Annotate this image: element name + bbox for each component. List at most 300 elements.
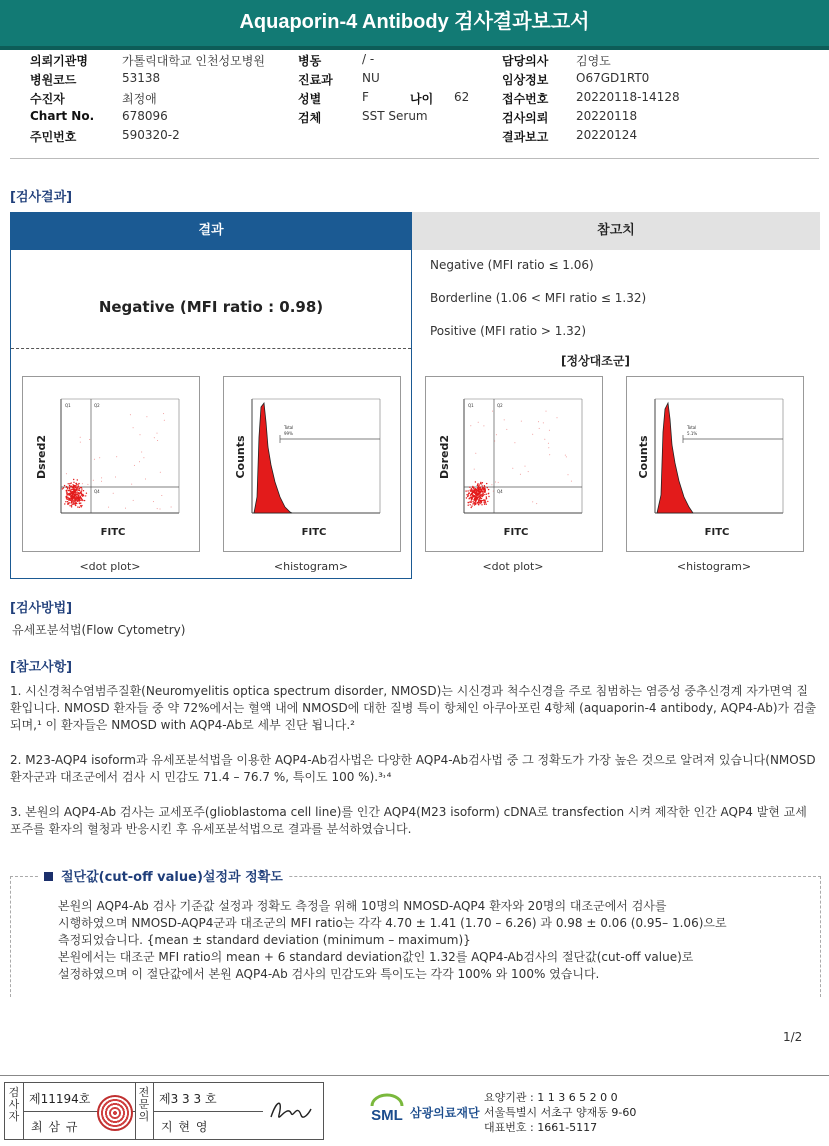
scatter-dot — [539, 428, 540, 429]
scatter-dot — [82, 500, 83, 501]
result-value: Negative (MFI ratio : 0.98) — [98, 298, 324, 316]
scatter-dot — [465, 490, 466, 491]
scatter-dot — [86, 493, 87, 494]
scatter-dot — [89, 439, 90, 440]
histogram-graphic — [224, 377, 400, 551]
scatter-dot — [566, 456, 567, 457]
scatter-dot — [73, 502, 74, 503]
scatter-dot — [77, 506, 78, 507]
scatter-dot — [477, 485, 478, 486]
gate-label: Total — [284, 425, 294, 430]
info-label: 임상정보 — [502, 73, 549, 87]
scatter-dot — [488, 493, 489, 494]
scatter-dot — [549, 454, 550, 455]
scatter-dot — [77, 479, 78, 480]
scatter-dot — [75, 485, 76, 486]
scatter-dot — [99, 457, 100, 458]
scatter-dot — [74, 485, 75, 486]
info-value: 최정애 — [122, 92, 157, 106]
scatter-dot — [69, 493, 70, 494]
scatter-dot — [77, 490, 78, 491]
scatter-dot — [571, 481, 572, 482]
tester-name: 최 삼 규 — [31, 1120, 79, 1134]
scatter-dot — [67, 494, 68, 495]
scatter-dot — [101, 477, 102, 478]
page-number: 1/2 — [783, 1030, 803, 1044]
specialist-label: 전문의 — [138, 1086, 150, 1123]
cutoff-body — [58, 898, 798, 983]
scatter-dot — [64, 485, 65, 486]
scatter-dot — [69, 490, 70, 491]
logo-text: SML — [371, 1107, 403, 1124]
scatter-dot — [115, 477, 116, 478]
scatter-dot — [65, 501, 66, 502]
age-value: 62 — [454, 90, 470, 104]
quadrant-q1: Q1 — [468, 403, 474, 408]
scatter-dot — [532, 501, 533, 502]
info-label: 의뢰기관명 — [30, 54, 88, 68]
divider — [10, 158, 819, 159]
scatter-dot — [546, 411, 547, 412]
scatter-dot — [478, 494, 479, 495]
scatter-dot — [471, 505, 472, 506]
org-address: 서울특별시 서초구 양재동 9-60 — [484, 1106, 637, 1119]
scatter-dot — [75, 487, 76, 488]
scatter-dot — [484, 504, 485, 505]
scatter-dot — [140, 434, 141, 435]
scatter-dot — [81, 498, 82, 499]
agency-number: 요양기관 : 1 1 3 6 5 2 0 0 — [484, 1091, 618, 1104]
scatter-dot — [475, 500, 476, 501]
org-name: 삼광의료재단 — [410, 1106, 480, 1120]
scatter-dot — [487, 501, 488, 502]
scatter-dot — [481, 483, 482, 484]
scatter-dot — [467, 490, 468, 491]
scatter-dot — [157, 440, 158, 441]
scatter-dot — [488, 496, 489, 497]
scatter-dot — [491, 484, 492, 485]
scatter-dot — [521, 421, 522, 422]
gate-percent: 5.1% — [687, 431, 698, 436]
scatter-dot — [67, 498, 68, 499]
scatter-dot — [525, 466, 526, 467]
scatter-dot — [528, 471, 529, 472]
scatter-dot — [506, 429, 507, 430]
scatter-dot — [484, 501, 485, 502]
info-label: 진료과 — [298, 73, 333, 87]
scatter-dot — [475, 481, 476, 482]
scatter-dot — [538, 421, 539, 422]
scatter-dot — [76, 483, 77, 484]
scatter-dot — [470, 504, 471, 505]
result-column-header: 결과 — [10, 212, 412, 250]
scatter-dot — [73, 490, 74, 491]
scatter-dot — [79, 498, 80, 499]
scatter-dot — [477, 503, 478, 504]
scatter-dot — [154, 437, 155, 438]
scatter-dot — [66, 473, 67, 474]
info-value: 가톨릭대학교 인천성모병원 — [122, 54, 265, 68]
scatter-dot — [514, 442, 515, 443]
results-section-title: [검사결과] — [10, 190, 73, 205]
scatter-dot — [71, 496, 72, 497]
scatter-dot — [69, 488, 70, 489]
scatter-dot — [484, 486, 485, 487]
scatter-dot — [80, 437, 81, 438]
scatter-dot — [512, 468, 513, 469]
quadrant-q1: Q1 — [65, 403, 71, 408]
scatter-dot — [67, 503, 68, 504]
scatter-dot — [504, 419, 505, 420]
scatter-dot — [80, 491, 81, 492]
scatter-dot — [78, 484, 79, 485]
scatter-dot — [163, 413, 164, 414]
info-value: 678096 — [122, 109, 168, 123]
scatter-dot — [84, 496, 85, 497]
scatter-dot — [71, 492, 72, 493]
info-value: 20220118-14128 — [576, 90, 680, 104]
scatter-dot — [69, 499, 70, 500]
scatter-dot — [471, 507, 472, 508]
x-axis-label: FITC — [301, 527, 327, 538]
info-value: NU — [362, 71, 380, 85]
note-paragraph-2: 2. M23-AQP4 isoform과 유세포분석법을 이용한 AQP4-Ab검사법은 다양한 AQP4-Ab검사법 중 그 정확도가 가장 높은 것으로 알려져 있습니다(NMOSD환자군과 대조군에서 검사 시 민감도 71.4 – 76.7 %, 특이도 100 %).³˒⁴ — [10, 753, 816, 784]
scatter-dot — [73, 492, 74, 493]
info-row — [30, 90, 820, 109]
patient-histogram — [223, 376, 401, 552]
scatter-dot — [161, 495, 162, 496]
dot-plot-graphic — [426, 377, 602, 551]
scatter-dot — [478, 422, 479, 423]
cell-divider — [153, 1111, 263, 1112]
scatter-dot — [67, 501, 68, 502]
scatter-dot — [481, 498, 482, 499]
scatter-dot — [473, 487, 474, 488]
y-axis-label: Counts — [637, 435, 650, 479]
scatter-dot — [482, 491, 483, 492]
scatter-dot — [549, 430, 550, 431]
scatter-dot — [544, 439, 545, 440]
scatter-dot — [66, 491, 67, 492]
reference-negative: Negative (MFI ratio ≤ 1.06) — [430, 258, 594, 272]
scatter-dot — [470, 502, 471, 503]
scatter-dot — [93, 480, 94, 481]
scatter-dot — [487, 487, 488, 488]
scatter-dot — [81, 492, 82, 493]
scatter-dot — [475, 453, 476, 454]
scatter-dot — [73, 503, 74, 504]
info-row — [30, 52, 820, 71]
scatter-dot — [474, 492, 475, 493]
scatter-dot — [73, 493, 74, 494]
info-value: / - — [362, 52, 375, 66]
scatter-dot — [63, 487, 64, 488]
gate-label: Total — [687, 425, 697, 430]
scatter-dot — [478, 500, 479, 501]
scatter-dot — [71, 489, 72, 490]
scatter-dot — [70, 502, 71, 503]
scatter-dot — [73, 479, 74, 480]
scatter-dot — [481, 504, 482, 505]
scatter-dot — [485, 494, 486, 495]
scatter-dot — [468, 502, 469, 503]
dot-cloud — [465, 411, 572, 509]
scatter-dot — [478, 496, 479, 497]
control-dot-plot — [425, 376, 603, 552]
x-axis-label: FITC — [100, 527, 126, 538]
footer — [0, 1075, 829, 1146]
report-title: Aquaporin-4 Antibody 검사결과보고서 — [0, 0, 829, 50]
scatter-dot — [78, 501, 79, 502]
histogram-caption: <histogram> — [676, 560, 752, 573]
info-value: 20220124 — [576, 128, 638, 142]
scatter-dot — [480, 500, 481, 501]
scatter-dot — [80, 492, 81, 493]
patient-dot-plot — [22, 376, 200, 552]
scatter-dot — [485, 490, 486, 491]
scatter-dot — [466, 497, 467, 498]
info-value: 590320-2 — [122, 128, 180, 142]
scatter-dot — [468, 498, 469, 499]
scatter-dot — [477, 483, 478, 484]
dot-plot-graphic — [23, 377, 199, 551]
scatter-dot — [68, 502, 69, 503]
scatter-dot — [473, 499, 474, 500]
scatter-dot — [473, 502, 474, 503]
scatter-dot — [81, 505, 82, 506]
scatter-dot — [71, 505, 72, 506]
scatter-dot — [472, 494, 473, 495]
scatter-dot — [548, 447, 549, 448]
scatter-dot — [78, 483, 79, 484]
scatter-dot — [71, 497, 72, 498]
quadrant-q2: Q2 — [497, 403, 503, 408]
scatter-dot — [160, 472, 161, 473]
scatter-dot — [68, 483, 69, 484]
control-histogram — [626, 376, 804, 552]
scatter-dot — [145, 479, 146, 480]
scatter-dot — [87, 484, 88, 485]
scatter-dot — [77, 491, 78, 492]
scatter-dot — [66, 493, 67, 494]
scatter-dot — [64, 503, 65, 504]
tester-label: 검사자 — [8, 1086, 20, 1123]
reference-column-header: 참고치 — [412, 212, 820, 250]
scatter-dot — [475, 489, 476, 490]
scatter-dot — [543, 422, 544, 423]
info-row — [30, 109, 820, 128]
scatter-dot — [520, 474, 521, 475]
sml-logo — [366, 1090, 408, 1130]
cutoff-line: 측정되었습니다. {mean ± standard deviation (minimum – maximum)} — [58, 933, 471, 947]
info-label: 수진자 — [30, 92, 65, 106]
quadrant-q4: Q4 — [94, 489, 100, 494]
scatter-dot — [77, 494, 78, 495]
scatter-dot — [131, 484, 132, 485]
scatter-dot — [557, 417, 558, 418]
scatter-dot — [478, 490, 479, 491]
info-label: 병동 — [298, 54, 322, 68]
x-axis-label: FITC — [704, 527, 730, 538]
scatter-dot — [536, 503, 537, 504]
scatter-dot — [471, 499, 472, 500]
scatter-dot — [76, 494, 77, 495]
scatter-dot — [481, 502, 482, 503]
info-value: 20220118 — [576, 109, 638, 123]
scatter-dot — [483, 502, 484, 503]
scatter-dot — [80, 442, 81, 443]
y-axis-label: Dsred2 — [35, 434, 48, 480]
scatter-dot — [74, 495, 75, 496]
scatter-dot — [76, 496, 77, 497]
cutoff-line: 설정하였으며 이 절단값에서 본원 AQP4-Ab 검사의 민감도와 특이도는 각각 100% 와 100% 였습니다. — [58, 967, 600, 981]
scatter-dot — [498, 482, 499, 483]
scatter-dot — [474, 495, 475, 496]
scatter-dot — [472, 489, 473, 490]
scatter-dot — [476, 497, 477, 498]
scatter-dot — [478, 487, 479, 488]
scatter-dot — [66, 487, 67, 488]
signature-box — [4, 1082, 324, 1140]
info-label: 검체 — [298, 111, 322, 125]
scatter-dot — [480, 492, 481, 493]
reference-positive: Positive (MFI ratio > 1.32) — [430, 324, 587, 338]
scatter-dot — [79, 507, 80, 508]
scatter-dot — [467, 495, 468, 496]
info-value: O67GD1RT0 — [576, 71, 650, 85]
reference-borderline: Borderline (1.06 < MFI ratio ≤ 1.32) — [430, 291, 647, 305]
scatter-dot — [478, 492, 479, 493]
scatter-dot — [133, 500, 134, 501]
scatter-dot — [141, 452, 142, 453]
scatter-dot — [482, 495, 483, 496]
dot-plot-caption: <dot plot> — [482, 560, 544, 573]
scatter-dot — [116, 456, 117, 457]
scatter-dot — [125, 508, 126, 509]
scatter-dot — [143, 457, 144, 458]
scatter-dot — [77, 487, 78, 488]
scatter-dot — [486, 497, 487, 498]
scatter-dot — [80, 500, 81, 501]
cutoff-title-text: 절단값(cut-off value)설정과 정확도 — [61, 870, 283, 885]
scatter-dot — [482, 494, 483, 495]
info-label: 주민번호 — [30, 130, 77, 144]
scatter-dot — [133, 427, 134, 428]
specialist-license: 제3 3 3 호 — [159, 1092, 217, 1106]
scatter-dot — [480, 482, 481, 483]
y-axis-label: Counts — [234, 435, 247, 479]
note-paragraph-1: 1. 시신경척수염범주질환(Neuromyelitis optica spectrum disorder, NMOSD)는 시신경과 척수신경을 주로 침범하는 염증성 중추신경계 자가면역 질환입니다. NMOSD 환자들 중 약 72%에서는 혈액 내에 NMOSD에 대한 질병 특이 항체인 아쿠아포린 4항체 (aquaporin-4 antibody, AQP4-Ab)가 검출되며,¹ 이 환자들은 NMOSD with AQP4-Ab로 세부 진단 됩니다.² — [10, 684, 817, 732]
scatter-dot — [153, 501, 154, 502]
info-label: 결과보고 — [502, 130, 549, 144]
scatter-dot — [113, 493, 114, 494]
scatter-dot — [486, 504, 487, 505]
scatter-dot — [81, 488, 82, 489]
scatter-dot — [82, 494, 83, 495]
info-label: 병원코드 — [30, 73, 77, 87]
scatter-dot — [481, 496, 482, 497]
scatter-dot — [493, 491, 494, 492]
scatter-dot — [108, 507, 109, 508]
scatter-dot — [479, 486, 480, 487]
bullet-square-icon — [44, 872, 53, 881]
scatter-dot — [475, 498, 476, 499]
note-paragraph-3: 3. 본원의 AQP4-Ab 검사는 교세포주(glioblastoma cell line)를 인간 AQP4(M23 isoform) cDNA로 transfection 시켜 제작한 인간 AQP4 발현 교세포주를 환자의 혈청과 반응시킨 후 유세포분석법으로 결과를 분석하였습니다. — [10, 805, 807, 836]
scatter-dot — [67, 488, 68, 489]
scatter-dot — [496, 434, 497, 435]
scatter-dot — [482, 482, 483, 483]
scatter-dot — [74, 500, 75, 501]
scatter-dot — [66, 490, 67, 491]
scatter-dot — [79, 502, 80, 503]
info-label: 담당의사 — [502, 54, 549, 68]
scatter-dot — [470, 497, 471, 498]
scatter-dot — [83, 490, 84, 491]
cutoff-title — [38, 866, 289, 885]
cutoff-line: 시행하였으며 NMOSD-AQP4군과 대조군의 MFI ratio는 각각 4.70 ± 1.41 (1.70 – 6.26) 과 0.98 ± 0.06 (0.95– 1.06)으로 — [58, 916, 727, 930]
scatter-dot — [475, 496, 476, 497]
scatter-dot — [68, 490, 69, 491]
age-label: 나이 — [410, 92, 434, 106]
histogram-peak — [657, 403, 693, 513]
scatter-dot — [480, 489, 481, 490]
scatter-dot — [84, 500, 85, 501]
scatter-dot — [66, 496, 67, 497]
scatter-dot — [73, 482, 74, 483]
scatter-dot — [480, 488, 481, 489]
scatter-dot — [532, 434, 533, 435]
info-label: 접수번호 — [502, 92, 549, 106]
scatter-dot — [470, 491, 471, 492]
dashed-divider — [11, 348, 411, 349]
scatter-dot — [76, 497, 77, 498]
cell-divider — [135, 1083, 136, 1139]
scatter-dot — [478, 504, 479, 505]
scatter-dot — [474, 469, 475, 470]
scatter-dot — [468, 493, 469, 494]
scatter-dot — [139, 461, 140, 462]
scatter-dot — [157, 433, 158, 434]
scatter-dot — [74, 498, 75, 499]
info-value: 김영도 — [576, 54, 611, 68]
scatter-dot — [80, 497, 81, 498]
info-label: 성별 — [298, 92, 322, 106]
scatter-dot — [476, 493, 477, 494]
scatter-dot — [134, 465, 135, 466]
scatter-dot — [130, 414, 131, 415]
method-section-title: [검사방법] — [10, 601, 73, 616]
scatter-dot — [488, 489, 489, 490]
scatter-dot — [486, 494, 487, 495]
cutoff-line: 본원에서는 대조군 MFI ratio의 mean + 6 standard deviation값인 1.32를 AQP4-Ab검사의 절단값(cut-off value)로 — [58, 950, 694, 964]
scatter-dot — [479, 484, 480, 485]
scatter-dot — [475, 504, 476, 505]
y-axis-label: Dsred2 — [438, 434, 451, 480]
scatter-dot — [482, 485, 483, 486]
scatter-dot — [483, 488, 484, 489]
scatter-dot — [479, 497, 480, 498]
scatter-dot — [494, 441, 495, 442]
scatter-dot — [69, 487, 70, 488]
scatter-dot — [483, 425, 484, 426]
scatter-dot — [77, 489, 78, 490]
dot-cloud — [62, 413, 172, 509]
patient-info — [30, 52, 820, 147]
scatter-dot — [82, 496, 83, 497]
scatter-dot — [71, 506, 72, 507]
normal-control-label: [정상대조군] — [561, 354, 630, 368]
info-value: F — [362, 90, 369, 104]
